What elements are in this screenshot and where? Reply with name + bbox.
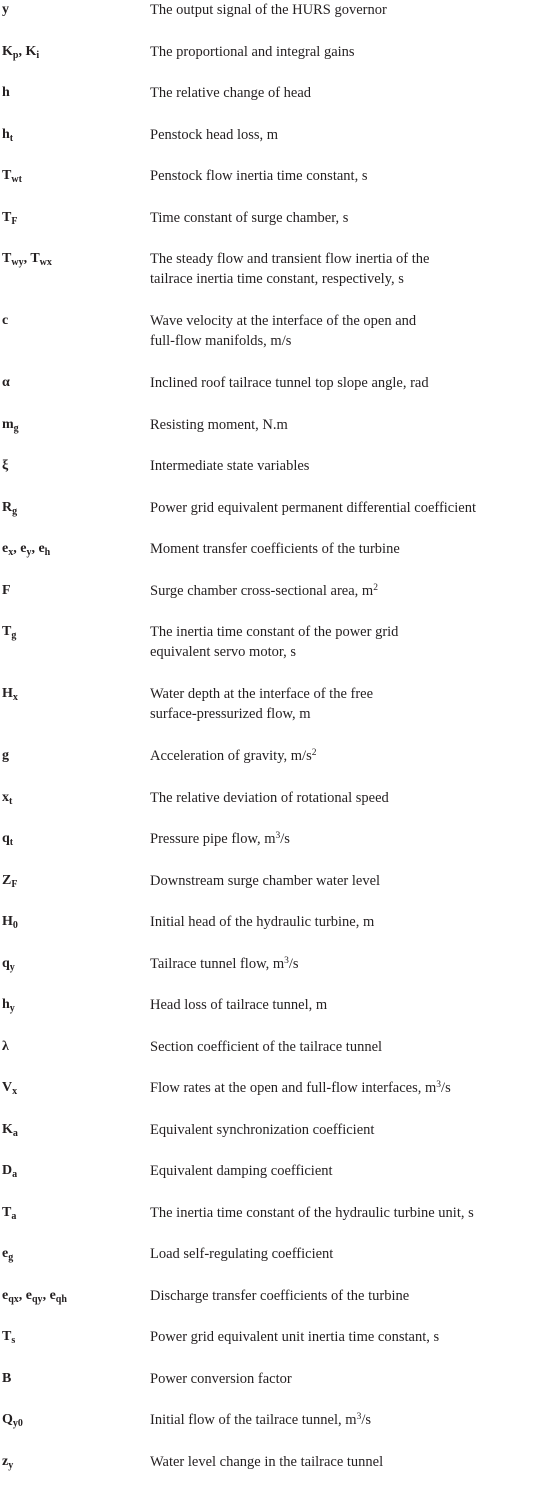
description [150, 871, 558, 891]
symbol-separator: , [19, 1288, 26, 1303]
symbol-base: D [2, 1163, 12, 1178]
description-line: Initial head of the hydraulic turbine, m [150, 912, 552, 932]
nomenclature-row [0, 249, 558, 311]
description [150, 373, 558, 393]
symbol [2, 684, 150, 704]
nomenclature-row [0, 1203, 558, 1245]
symbol-base: e [2, 541, 8, 556]
unit-exponent: 3 [276, 831, 281, 841]
symbol [2, 1452, 150, 1472]
symbol-base: α [2, 375, 10, 390]
symbol-base: e [2, 1288, 8, 1303]
description-line: Penstock head loss, m [150, 125, 552, 145]
nomenclature-row [0, 1410, 558, 1452]
description [150, 208, 558, 228]
unit-exponent: 2 [373, 583, 378, 593]
description-line: tailrace inertia time constant, respectively, s [150, 269, 552, 289]
description [150, 1203, 558, 1223]
description-text-tail: /s [441, 1080, 451, 1096]
symbol-subscript: wx [40, 257, 52, 268]
symbol-subscript: h [45, 547, 51, 558]
description-text: Flow rates at the open and full-flow interfaces, m [150, 1080, 436, 1096]
nomenclature-row [0, 1120, 558, 1162]
symbol-base: T [2, 251, 11, 266]
symbol-subscript: F [11, 879, 17, 890]
unit-exponent: 3 [284, 956, 289, 966]
nomenclature-row [0, 42, 558, 84]
description [150, 1286, 558, 1306]
description-line: The inertia time constant of the hydraulic turbine unit, s [150, 1203, 552, 1223]
unit-exponent: 2 [312, 748, 317, 758]
symbol-base: y [2, 2, 9, 17]
description [150, 622, 558, 662]
description-line: The output signal of the HURS governor [150, 0, 552, 20]
symbol-base: λ [2, 1039, 9, 1054]
symbol-subscript: t [9, 796, 12, 807]
description [150, 83, 558, 103]
description [150, 954, 558, 974]
symbol-base: T [2, 1329, 11, 1344]
nomenclature-row [0, 1452, 558, 1493]
symbol-subscript: wy [11, 257, 23, 268]
symbol-base: K [2, 44, 13, 59]
symbol-subscript: y0 [13, 1418, 23, 1429]
description [150, 249, 558, 289]
symbol-subscript: x [12, 1086, 17, 1097]
symbol-subscript: qh [56, 1294, 67, 1305]
symbol-subscript: x [8, 547, 13, 558]
nomenclature-row [0, 788, 558, 830]
symbol-base: T [2, 624, 11, 639]
description [150, 311, 558, 351]
nomenclature-row [0, 1327, 558, 1369]
symbol-separator: , [18, 44, 25, 59]
description-line: Water level change in the tailrace tunnel [150, 1452, 552, 1472]
symbol [2, 1078, 150, 1098]
symbol-subscript: qx [8, 1294, 19, 1305]
symbol-base: H [2, 686, 13, 701]
symbol-base: z [2, 1454, 8, 1469]
description-line: Downstream surge chamber water level [150, 871, 552, 891]
symbol [2, 415, 150, 435]
description-line: Water depth at the interface of the free [150, 684, 552, 704]
symbol [2, 166, 150, 186]
nomenclature-row [0, 954, 558, 996]
symbol-subscript: g [12, 506, 17, 517]
description-line: The relative deviation of rotational speed [150, 788, 552, 808]
nomenclature-row [0, 871, 558, 913]
description [150, 498, 558, 518]
description-line: The relative change of head [150, 83, 552, 103]
description-line: Time constant of surge chamber, s [150, 208, 552, 228]
description [150, 0, 558, 20]
description-line: Wave velocity at the interface of the open and [150, 311, 552, 331]
symbol [2, 1244, 150, 1264]
nomenclature-row [0, 995, 558, 1037]
description [150, 1078, 558, 1098]
symbol-subscript: g [14, 423, 19, 434]
description-line: Power grid equivalent permanent differential coefficient [150, 498, 552, 518]
symbol-subscript: g [11, 630, 16, 641]
symbol-base: R [2, 500, 12, 515]
description-text: Pressure pipe flow, m [150, 831, 276, 847]
symbol-subscript: wt [11, 174, 22, 185]
symbol-base: q [2, 956, 10, 971]
symbol-subscript: s [11, 1335, 15, 1346]
symbol-base: x [2, 790, 9, 805]
symbol-base: K [25, 44, 36, 59]
symbol-subscript: 0 [13, 920, 18, 931]
nomenclature-row [0, 539, 558, 581]
nomenclature-row [0, 746, 558, 788]
symbol-separator: , [13, 541, 20, 556]
symbol-base: m [2, 417, 14, 432]
symbol-base: T [2, 210, 11, 225]
symbol [2, 539, 150, 559]
symbol-base: q [2, 831, 10, 846]
nomenclature-row [0, 912, 558, 954]
symbol [2, 1120, 150, 1140]
symbol-base: H [2, 914, 13, 929]
symbol [2, 1286, 150, 1306]
symbol [2, 1369, 150, 1389]
description [150, 1410, 558, 1430]
symbol-separator: , [31, 541, 38, 556]
nomenclature-row [0, 1078, 558, 1120]
symbol [2, 208, 150, 228]
description-text-tail: /s [289, 956, 299, 972]
nomenclature-row [0, 456, 558, 498]
symbol-subscript: g [8, 1252, 13, 1263]
description [150, 539, 558, 559]
symbol-subscript: qy [32, 1294, 43, 1305]
symbol [2, 0, 150, 20]
description-text: Initial flow of the tailrace tunnel, m [150, 1412, 357, 1428]
description [150, 1037, 558, 1057]
symbol-subscript: y [26, 547, 31, 558]
nomenclature-row [0, 622, 558, 684]
symbol-subscript: y [10, 962, 15, 973]
nomenclature-row [0, 498, 558, 540]
symbol [2, 1203, 150, 1223]
description-text-tail: /s [280, 831, 290, 847]
description-line: The steady flow and transient flow inertia of the [150, 249, 552, 269]
symbol-base: Q [2, 1412, 13, 1427]
symbol-base: e [50, 1288, 56, 1303]
symbol-subscript: y [8, 1460, 13, 1471]
symbol-base: Z [2, 873, 11, 888]
symbol [2, 1327, 150, 1347]
description [150, 788, 558, 808]
symbol-base: h [2, 85, 10, 100]
nomenclature-row [0, 1037, 558, 1079]
description [150, 1327, 558, 1347]
nomenclature-row [0, 166, 558, 208]
symbol-subscript: p [13, 50, 19, 61]
description-text: Surge chamber cross-sectional area, m [150, 583, 373, 599]
symbol-base: c [2, 313, 8, 328]
description-line: Load self-regulating coefficient [150, 1244, 552, 1264]
description-text: Tailrace tunnel flow, m [150, 956, 284, 972]
description [150, 1244, 558, 1264]
symbol-subscript: t [10, 133, 13, 144]
symbol [2, 125, 150, 145]
description [150, 1452, 558, 1472]
symbol [2, 829, 150, 849]
symbol-separator: , [24, 251, 31, 266]
description-line: surface-pressurized flow, m [150, 704, 552, 724]
symbol [2, 373, 150, 393]
symbol-base: T [2, 168, 11, 183]
symbol-base: g [2, 748, 9, 763]
symbol-subscript: y [10, 1003, 15, 1014]
symbol [2, 788, 150, 808]
description-line: The inertia time constant of the power grid [150, 622, 552, 642]
symbol [2, 1410, 150, 1430]
symbol [2, 871, 150, 891]
symbol [2, 498, 150, 518]
nomenclature-row [0, 0, 558, 42]
description-text-tail: /s [361, 1412, 371, 1428]
unit-exponent: 3 [436, 1080, 441, 1090]
description [150, 581, 558, 601]
description [150, 829, 558, 849]
unit-exponent: 3 [357, 1412, 362, 1422]
symbol-base: e [26, 1288, 32, 1303]
nomenclature-row [0, 1161, 558, 1203]
symbol-subscript: F [11, 216, 17, 227]
description [150, 995, 558, 1015]
symbol [2, 1037, 150, 1057]
symbol [2, 456, 150, 476]
description [150, 166, 558, 186]
symbol-separator: , [43, 1288, 50, 1303]
description [150, 1161, 558, 1181]
symbol-subscript: a [13, 1128, 18, 1139]
symbol-base: T [30, 251, 39, 266]
symbol-subscript: a [12, 1169, 17, 1180]
nomenclature-row [0, 581, 558, 623]
symbol-subscript: i [36, 50, 39, 61]
description-line: The proportional and integral gains [150, 42, 552, 62]
description [150, 684, 558, 724]
symbol-base: e [20, 541, 26, 556]
description-line: equivalent servo motor, s [150, 642, 552, 662]
description-line: Moment transfer coefficients of the turbine [150, 539, 552, 559]
symbol-base: h [2, 997, 10, 1012]
description-line: Section coefficient of the tailrace tunnel [150, 1037, 552, 1057]
nomenclature-row [0, 1369, 558, 1411]
symbol [2, 746, 150, 766]
description [150, 42, 558, 62]
nomenclature-row [0, 415, 558, 457]
nomenclature-row [0, 373, 558, 415]
nomenclature-row [0, 311, 558, 373]
description [150, 912, 558, 932]
symbol-base: F [2, 583, 11, 598]
description-line: Head loss of tailrace tunnel, m [150, 995, 552, 1015]
description-line: Discharge transfer coefficients of the turbine [150, 1286, 552, 1306]
description-line: Equivalent synchronization coefficient [150, 1120, 552, 1140]
description-line: full-flow manifolds, m/s [150, 331, 552, 351]
symbol-base: ξ [2, 458, 8, 473]
symbol-subscript: t [10, 837, 13, 848]
symbol [2, 83, 150, 103]
description-line: Power grid equivalent unit inertia time constant, s [150, 1327, 552, 1347]
symbol [2, 622, 150, 642]
symbol-subscript: a [11, 1211, 16, 1222]
symbol-base: K [2, 1122, 13, 1137]
description-text: Acceleration of gravity, m/s [150, 748, 312, 764]
nomenclature-row [0, 829, 558, 871]
symbol [2, 581, 150, 601]
description-line: Penstock flow inertia time constant, s [150, 166, 552, 186]
symbol [2, 311, 150, 331]
description-line: Power conversion factor [150, 1369, 552, 1389]
nomenclature-row [0, 83, 558, 125]
symbol-base: B [2, 1371, 11, 1386]
description-line: Inclined roof tailrace tunnel top slope angle, rad [150, 373, 552, 393]
symbol [2, 954, 150, 974]
symbol-base: V [2, 1080, 12, 1095]
symbol-base: e [38, 541, 44, 556]
symbol-base: h [2, 127, 10, 142]
symbol [2, 249, 150, 269]
description [150, 1120, 558, 1140]
symbol [2, 995, 150, 1015]
symbol [2, 912, 150, 932]
nomenclature-row [0, 208, 558, 250]
description-line: Intermediate state variables [150, 456, 552, 476]
symbol [2, 42, 150, 62]
symbol-base: T [2, 1205, 11, 1220]
nomenclature-row [0, 1244, 558, 1286]
description-line: Resisting moment, N.m [150, 415, 552, 435]
description [150, 456, 558, 476]
symbol-base: e [2, 1246, 8, 1261]
symbol [2, 1161, 150, 1181]
symbol-subscript: x [13, 692, 18, 703]
description [150, 415, 558, 435]
description [150, 1369, 558, 1389]
description [150, 746, 558, 766]
description-line: Equivalent damping coefficient [150, 1161, 552, 1181]
nomenclature-row [0, 125, 558, 167]
description [150, 125, 558, 145]
nomenclature-row [0, 1286, 558, 1328]
nomenclature-row [0, 684, 558, 746]
